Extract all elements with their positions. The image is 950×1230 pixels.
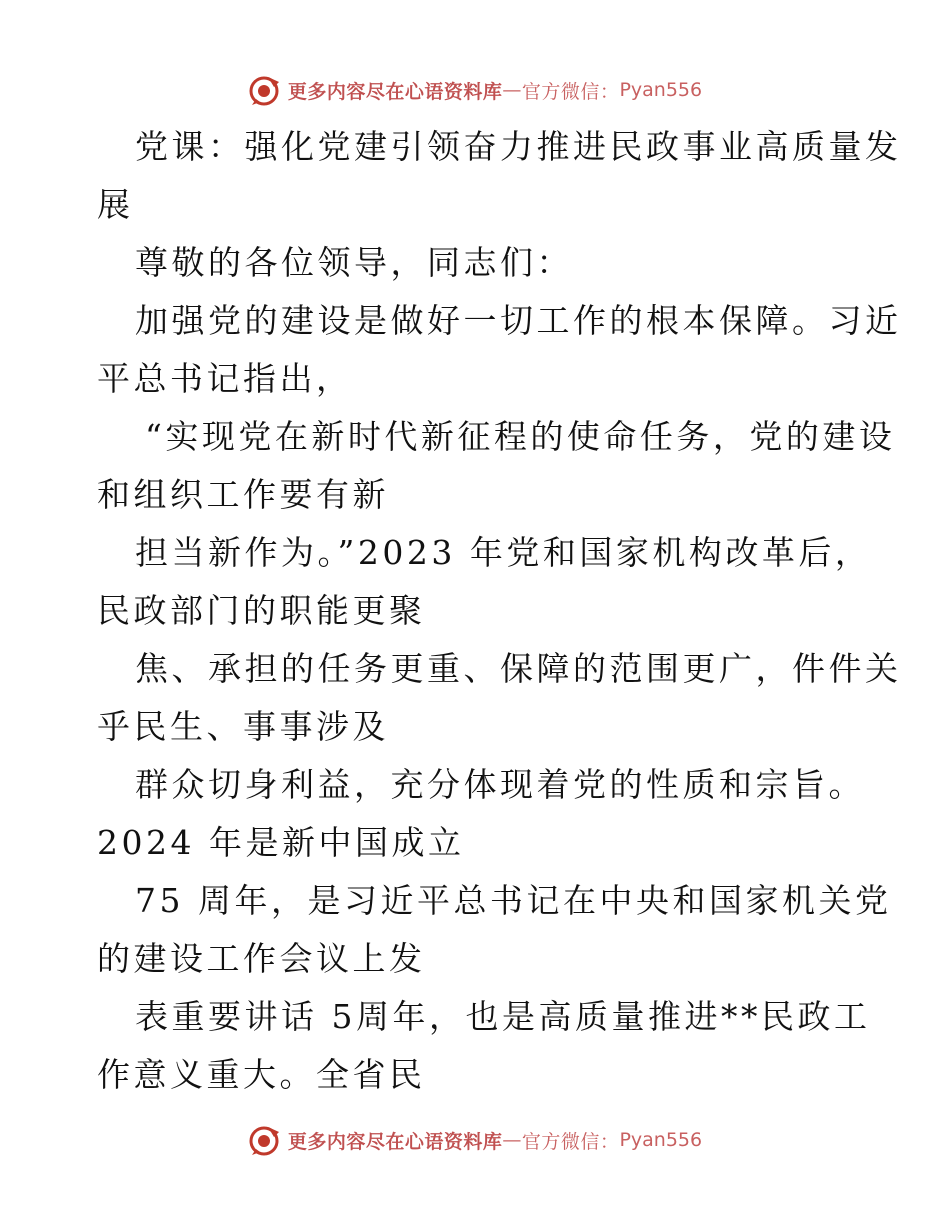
watermark-dash: — — [502, 1129, 522, 1151]
watermark-id: Pyan556 — [619, 79, 703, 101]
watermark-id: Pyan556 — [619, 1129, 703, 1151]
salutation: 尊敬的各位领导，同志们： — [135, 243, 573, 282]
logo-icon — [248, 1123, 282, 1157]
watermark-text: 更多内容尽在心语资料库 — [287, 1130, 503, 1153]
text-line: 焦、承担的任务更重、保障的范围更广，件件关 — [135, 649, 902, 688]
text-line: “实现党在新时代新征程的使命任务，党的建设 — [145, 417, 896, 456]
footer-watermark — [0, 1120, 950, 1160]
title-line-1: 党课：强化党建引领奋力推进民政事业高质量发 — [135, 127, 902, 166]
logo-icon — [248, 73, 282, 107]
watermark-text: 更多内容尽在心语资料库 — [287, 80, 503, 103]
text-line: 2024 年是新中国成立 — [97, 823, 465, 862]
watermark-contact: 官方微信： — [521, 1130, 620, 1153]
text-line: 和组织工作要有新 — [97, 475, 389, 514]
text-line: 的建设工作会议上发 — [97, 939, 426, 978]
text-line: 平总书记指出， — [97, 359, 353, 398]
text-line: 群众切身利益，充分体现着党的性质和宗旨。 — [135, 765, 865, 804]
text-line: 担当新作为。”2023 年党和国家机构改革后， — [135, 533, 872, 572]
watermark-dash: — — [502, 79, 522, 101]
text-line: 加强党的建设是做好一切工作的根本保障。习近 — [135, 301, 902, 340]
text-line: 民政部门的职能更聚 — [97, 591, 426, 630]
text-line: 作意义重大。全省民 — [97, 1055, 426, 1094]
text-line: 表重要讲话 5周年，也是高质量推进**民政工 — [135, 997, 871, 1036]
header-watermark — [0, 70, 950, 110]
text-line: 75 周年，是习近平总书记在中央和国家机关党 — [135, 881, 892, 920]
document-body — [97, 118, 902, 1104]
text-line: 乎民生、事事涉及 — [97, 707, 389, 746]
watermark-contact: 官方微信： — [521, 80, 620, 103]
title-line-2: 展 — [97, 185, 134, 224]
